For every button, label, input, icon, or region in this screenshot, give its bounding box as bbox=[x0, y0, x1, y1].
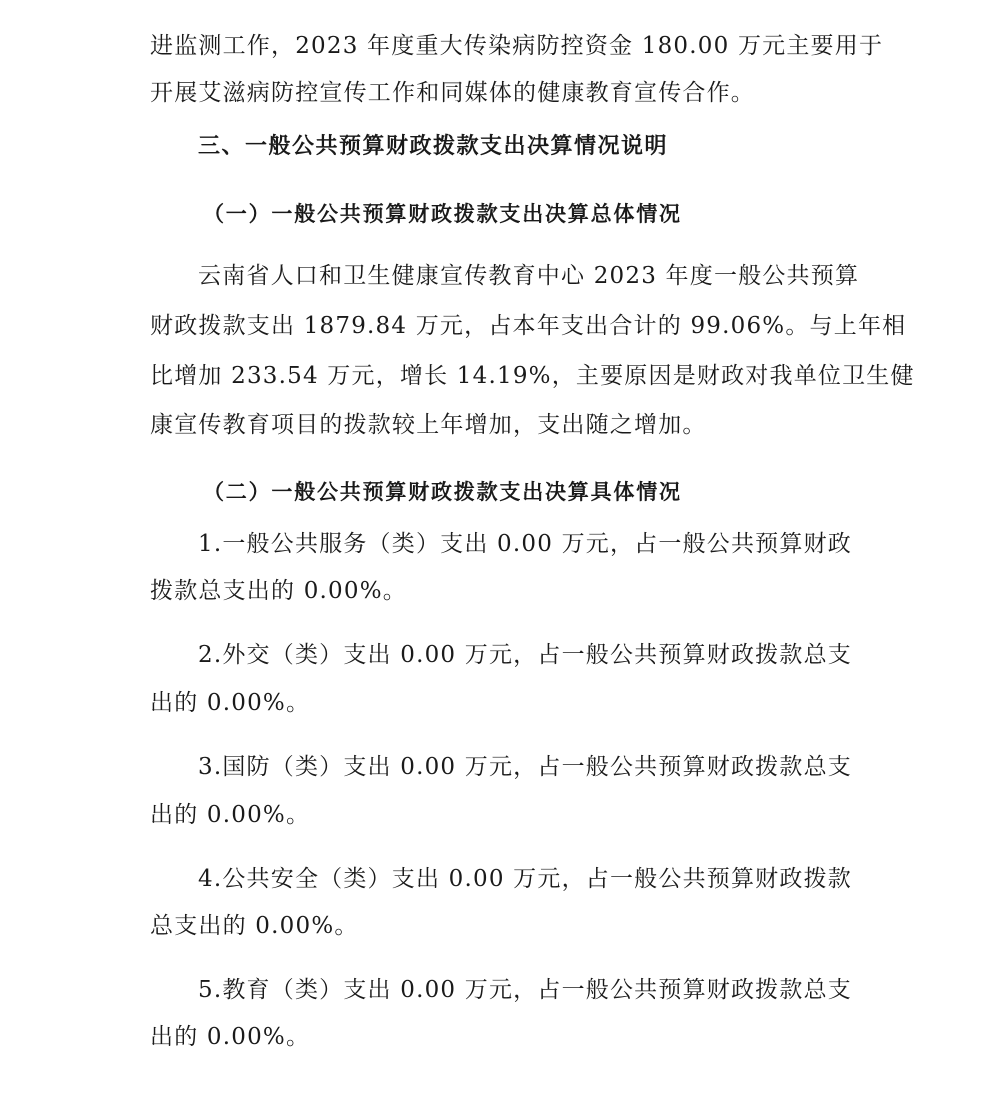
overall-paragraph-line-2: 财政拨款支出 1879.84 万元，占本年支出合计的 99.06%。与上年相 bbox=[150, 313, 907, 339]
continuation-line-2: 开展艾滋病防控宣传工作和同媒体的健康教育宣传合作。 bbox=[150, 80, 755, 106]
overall-paragraph-line-3: 比增加 233.54 万元，增长 14.19%，主要原因是财政对我单位卫生健 bbox=[150, 363, 915, 389]
item-3-line-1: 3.国防（类）支出 0.00 万元，占一般公共预算财政拨款总支 bbox=[198, 754, 852, 780]
item-4-line-1: 4.公共安全（类）支出 0.00 万元，占一般公共预算财政拨款 bbox=[198, 866, 852, 892]
overall-paragraph-line-4: 康宣传教育项目的拨款较上年增加，支出随之增加。 bbox=[150, 412, 707, 438]
item-4-line-2: 总支出的 0.00%。 bbox=[150, 913, 359, 939]
overall-paragraph-line-1: 云南省人口和卫生健康宣传教育中心 2023 年度一般公共预算 bbox=[198, 263, 860, 289]
item-2-line-1: 2.外交（类）支出 0.00 万元，占一般公共预算财政拨款总支 bbox=[198, 642, 852, 668]
item-2-line-2: 出的 0.00%。 bbox=[150, 690, 311, 716]
item-1-line-2: 拨款总支出的 0.00%。 bbox=[150, 578, 407, 604]
item-5-line-2: 出的 0.00%。 bbox=[150, 1024, 311, 1050]
continuation-line-1: 进监测工作，2023 年度重大传染病防控资金 180.00 万元主要用于 bbox=[150, 33, 884, 59]
item-3-line-2: 出的 0.00%。 bbox=[150, 802, 311, 828]
item-5-line-1: 5.教育（类）支出 0.00 万元，占一般公共预算财政拨款总支 bbox=[198, 977, 852, 1003]
item-1-line-1: 1.一般公共服务（类）支出 0.00 万元，占一般公共预算财政 bbox=[198, 531, 852, 557]
subsection-one-heading: （一）一般公共预算财政拨款支出决算总体情况 bbox=[203, 201, 682, 226]
subsection-two-heading: （二）一般公共预算财政拨款支出决算具体情况 bbox=[203, 479, 682, 504]
section-three-heading: 三、一般公共预算财政拨款支出决算情况说明 bbox=[198, 134, 669, 159]
